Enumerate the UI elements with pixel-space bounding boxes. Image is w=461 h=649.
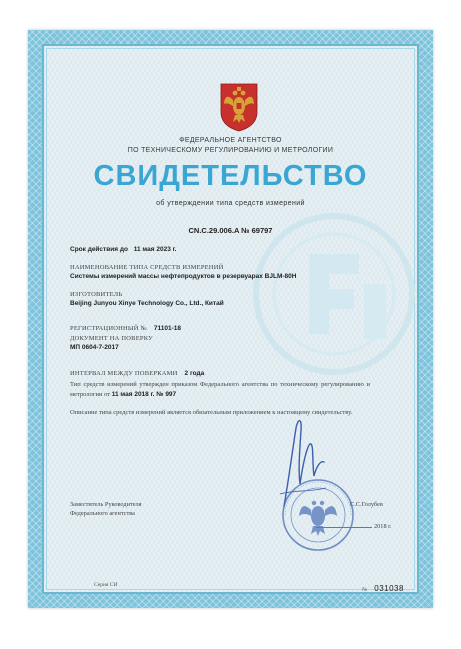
official-stamp-icon (279, 476, 357, 554)
signatory-name: С.С.Голубев (350, 501, 383, 508)
serial-prefix: № (362, 587, 368, 593)
verification-doc-label: ДОКУМЕНТ НА ПОВЕРКУ (70, 335, 153, 342)
interval-row (70, 362, 204, 380)
serial-number: 031038 (374, 584, 404, 593)
certificate-body (42, 44, 419, 594)
coat-of-arms-icon (219, 82, 259, 132)
series-label: Серия СИ (94, 582, 118, 588)
verification-doc-value: МП 0604-7-2017 (70, 344, 119, 351)
manufacturer-label: ИЗГОТОВИТЕЛЬ (70, 291, 123, 298)
agency-name (44, 136, 417, 156)
certificate-title: СВИДЕТЕЛЬСТВО (93, 160, 368, 192)
signature-date-suffix: 2018 г. (374, 523, 392, 530)
approval-paragraph (70, 380, 370, 399)
signatory-position-line-1: Заместитель Руководителя (70, 501, 142, 508)
approval-text: Тип средств измерений утвержден приказом Федерального агентства по техническому регулированию и метрологии от (70, 381, 370, 398)
agency-line-1: ФЕДЕРАЛЬНОЕ АГЕНТСТВО (179, 137, 282, 144)
watermark-icon (249, 194, 419, 394)
date-blank-line (316, 527, 372, 528)
certificate-border (28, 30, 433, 608)
serial-row (362, 578, 404, 596)
type-name-label: НАИМЕНОВАНИЕ ТИПА СРЕДСТВ ИЗМЕРЕНИЙ (70, 264, 224, 271)
type-name-value: Системы измерений массы нефтепродуктов в резервуарах BJLM-80H (70, 273, 297, 280)
validity-label: Срок действия до (70, 246, 128, 253)
validity-value: 11 мая 2023 г. (133, 246, 177, 253)
certificate-number: CN.C.29.006.A № 69797 (188, 226, 273, 235)
registration-row (70, 317, 181, 335)
certificate-subtitle: об утверждении типа средств измерений (156, 200, 305, 207)
registration-label: РЕГИСТРАЦИОННЫЙ № (70, 325, 147, 332)
signatory-position (70, 500, 142, 518)
interval-value: 2 года (184, 370, 205, 377)
signatory-position-line-2: Федерального агентства (70, 510, 135, 517)
validity-row (70, 246, 176, 253)
interval-label: ИНТЕРВАЛ МЕЖДУ ПОВЕРКАМИ (70, 370, 178, 377)
manufacturer-value: Beijing Junyou Xinye Technology Co., Ltd., Китай (70, 300, 224, 307)
registration-value: 71101-18 (153, 325, 182, 332)
approval-date: 11 мая 2018 г. № 997 (111, 390, 177, 398)
description-paragraph: Описание типа средств измерений является обязательным приложением к настоящему свидетельству. (70, 409, 353, 416)
agency-line-2: ПО ТЕХНИЧЕСКОМУ РЕГУЛИРОВАНИЮ И МЕТРОЛОГИИ (127, 147, 334, 154)
